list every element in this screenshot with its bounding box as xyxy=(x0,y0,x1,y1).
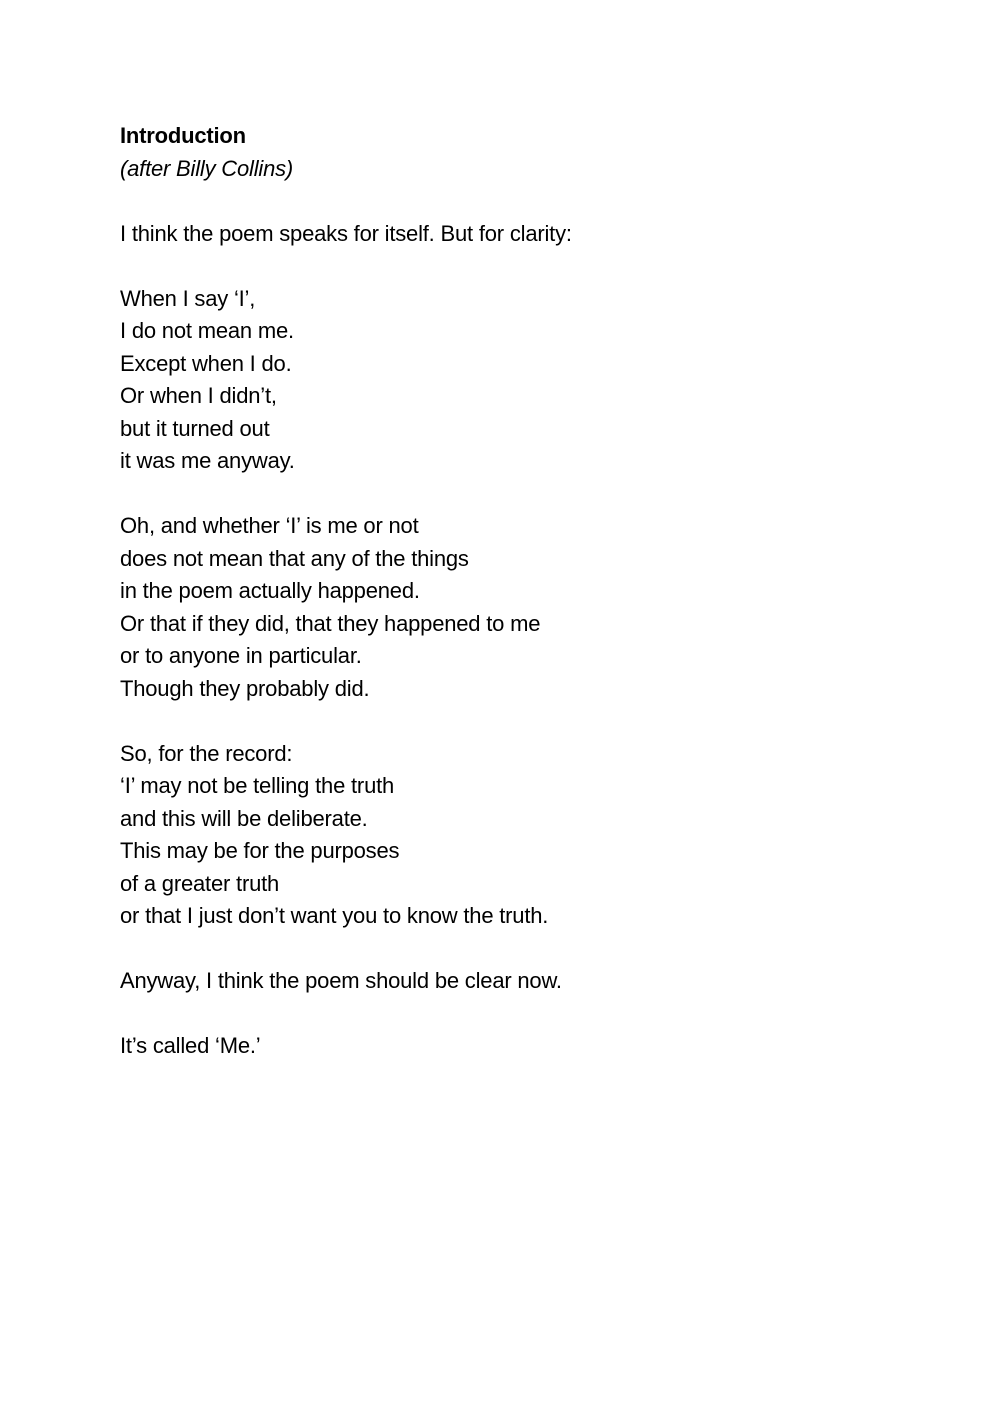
poem-line: or that I just don’t want you to know the truth. xyxy=(120,903,549,928)
poem-line: Or that if they did, that they happened to me xyxy=(120,610,541,636)
stanza-6 xyxy=(120,1030,880,1063)
poem-line: This may be for the purposes xyxy=(120,838,400,863)
poem-line: I think the poem speaks for itself. But for clarity: xyxy=(120,220,572,246)
poem-line: of a greater truth xyxy=(120,870,280,896)
poem-line: ‘I’ may not be telling the truth xyxy=(120,773,395,798)
poem-line: does not mean that any of the things xyxy=(120,545,469,571)
poem-line: It’s called ‘Me.’ xyxy=(120,1033,261,1058)
stanza-5 xyxy=(120,965,880,998)
stanza-gap xyxy=(120,478,880,511)
stanza-gap xyxy=(120,933,880,966)
poem-line: Or when I didn’t, xyxy=(120,383,277,408)
stanza-gap xyxy=(120,998,880,1031)
stanza-2 xyxy=(120,283,880,478)
poem-line: So, for the record: xyxy=(120,740,293,766)
poem-page xyxy=(120,120,880,1063)
poem-line: in the poem actually happened. xyxy=(120,578,420,603)
poem-line: Though they probably did. xyxy=(120,675,370,701)
poem-line: Oh, and whether ‘I’ is me or not xyxy=(120,513,419,538)
stanza-3 xyxy=(120,510,880,705)
stanza-gap xyxy=(120,185,880,218)
poem-line: or to anyone in particular. xyxy=(120,643,362,668)
poem-line: When I say ‘I’, xyxy=(120,285,256,311)
poem-line: Anyway, I think the poem should be clear now. xyxy=(120,968,562,993)
poem-line: but it turned out xyxy=(120,415,270,441)
poem-line: and this will be deliberate. xyxy=(120,805,368,831)
stanza-gap xyxy=(120,250,880,283)
poem-line: Except when I do. xyxy=(120,350,292,376)
poem-title: Introduction xyxy=(120,123,246,148)
stanza-gap xyxy=(120,705,880,738)
poem-line: I do not mean me. xyxy=(120,318,294,343)
stanza-4 xyxy=(120,738,880,933)
stanza-1 xyxy=(120,218,880,251)
poem-subtitle: (after Billy Collins) xyxy=(120,155,294,181)
poem-line: it was me anyway. xyxy=(120,448,295,473)
